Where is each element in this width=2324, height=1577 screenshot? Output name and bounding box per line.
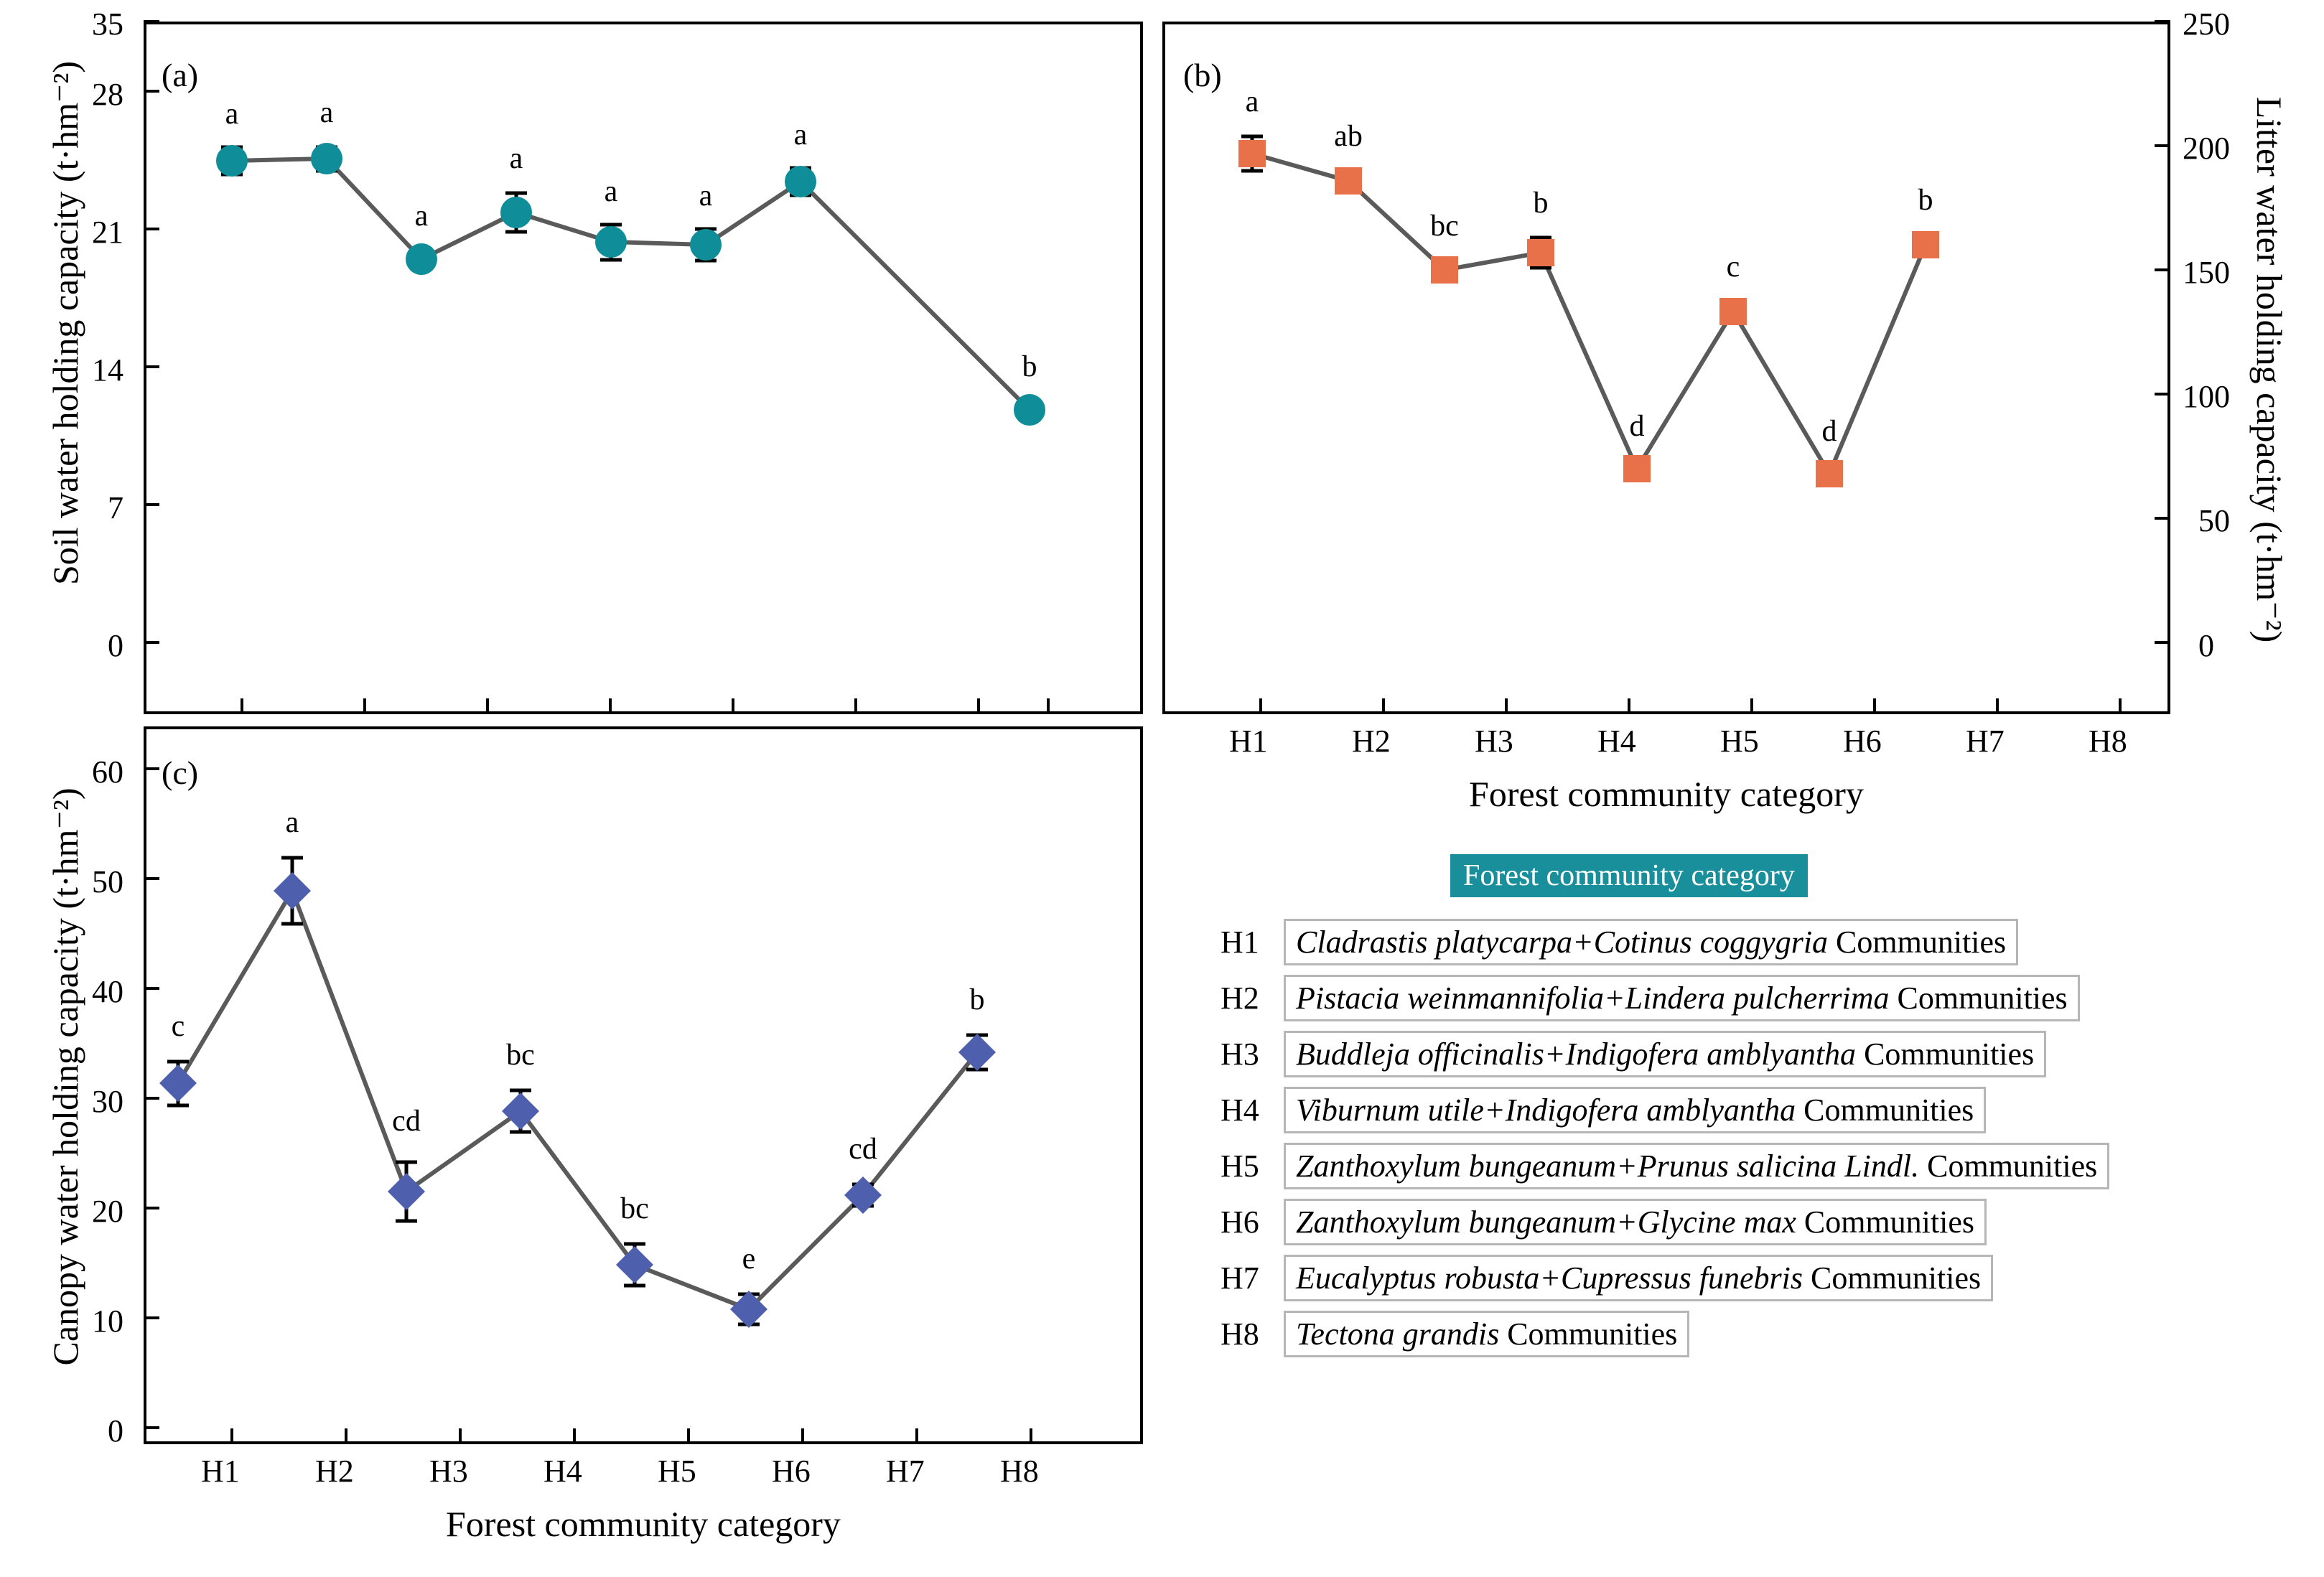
legend-description [1284, 1311, 1689, 1357]
panel-b-ytick-0: 0 [2198, 628, 2214, 663]
panel-b-annotation-h7: d [1821, 415, 1837, 448]
panel-b-xtick-h2: H2 [1352, 724, 1391, 759]
legend-description [1284, 1255, 1993, 1301]
panel-a-annotation-h6: a [699, 179, 713, 212]
legend-code: H7 [1221, 1260, 1259, 1296]
panel-a-annotation-h1: a [225, 98, 239, 131]
panel-c-ytick-20: 20 [92, 1194, 123, 1229]
panel-c-xtick-h8: H8 [1000, 1454, 1039, 1489]
panel-c-annotation-h8: b [969, 983, 985, 1016]
panel-b-xtick-h4: H4 [1597, 724, 1636, 759]
legend-row [1221, 1087, 2109, 1133]
legend-species-rest: Communities [1889, 981, 2068, 1016]
legend-species-italic: Pistacia weinmannifolia+Lindera pulcherrima [1296, 981, 1890, 1016]
legend-species-italic: Zanthoxylum bungeanum+Prunus salicina Lindl. [1296, 1148, 1920, 1184]
legend-species-rest: Communities [1919, 1148, 2098, 1184]
panel-c-ytick-40: 40 [92, 974, 123, 1009]
panel-c-annotation-h2: a [285, 806, 299, 839]
panel-a-ytick-7: 7 [108, 490, 123, 525]
panel-c-annotation-h1: c [171, 1010, 185, 1043]
panel-b-annotation-h5: d [1629, 410, 1645, 443]
panel-c-xtick-h1: H1 [201, 1454, 240, 1489]
panel-a-ytick-0: 0 [108, 628, 123, 663]
panel-b-xtick-h5: H5 [1720, 724, 1759, 759]
panel-a-annotation-h3: a [414, 200, 429, 233]
panel-b-xtick-h8: H8 [2089, 724, 2127, 759]
legend-description [1284, 1199, 1987, 1245]
panel-c-annotation-h5: bc [620, 1192, 649, 1225]
panel-a-annotation-h4: a [509, 142, 523, 175]
legend-code: H8 [1221, 1316, 1259, 1352]
legend-row [1221, 1311, 2109, 1357]
panel-a-ylabel: Soil water holding capacity (t·hm⁻²) [45, 60, 85, 586]
panel-a-ytick-21: 21 [92, 215, 123, 250]
legend-code: H5 [1221, 1148, 1259, 1184]
panel-c-xtick-h6: H6 [772, 1454, 811, 1489]
legend-code: H6 [1221, 1204, 1259, 1240]
panel-a-annotation-h5: a [604, 175, 618, 208]
panel-c-annotation-h3: cd [392, 1105, 421, 1138]
legend-code: H3 [1221, 1036, 1259, 1072]
panel-b-xtick-h6: H6 [1843, 724, 1882, 759]
legend-description [1284, 1143, 2109, 1189]
panel-b-ytick-200: 200 [2183, 131, 2230, 166]
panel-b-ytick-250: 250 [2183, 6, 2230, 42]
legend-species-italic: Tectona grandis [1296, 1316, 1500, 1352]
panel-b-annotation-h4: b [1533, 187, 1549, 220]
legend-code: H2 [1221, 981, 1259, 1016]
panel-c-ytick-30: 30 [92, 1084, 123, 1119]
panel-c-annotation-h6: e [742, 1243, 756, 1276]
panel-b-annotation-h8: b [1918, 184, 1933, 217]
panel-b-ytick-150: 150 [2183, 255, 2230, 290]
panel-c-annotation-h7: cd [849, 1133, 877, 1166]
panel-b-tag: (b) [1183, 57, 1222, 93]
panel-a-annotation-h8: b [1022, 350, 1037, 383]
legend-species-rest: Communities [1499, 1316, 1678, 1352]
panel-b-annotation-h3: bc [1430, 210, 1459, 243]
panel-b-ylabel: Litter water holding capacity (t·hm⁻²) [2249, 96, 2290, 643]
panel-b-xtick-h3: H3 [1475, 724, 1513, 759]
legend-title: Forest community category [1450, 854, 1808, 897]
legend-description [1284, 1031, 2046, 1077]
legend-species-italic: Zanthoxylum bungeanum+Glycine max [1296, 1204, 1796, 1240]
legend-species-italic: Cladrastis platycarpa+Cotinus coggygria [1296, 925, 1829, 960]
panel-b-ytick-100: 100 [2183, 379, 2230, 414]
panel-a-ytick-14: 14 [92, 352, 123, 388]
legend-species-rest: Communities [1796, 1092, 1974, 1128]
legend-description [1284, 919, 2018, 965]
legend-table [1221, 919, 2109, 1357]
panel-c-ytick-50: 50 [92, 864, 123, 899]
panel-b-ytick-50: 50 [2198, 503, 2230, 538]
panel-b-annotation-h1: a [1245, 85, 1259, 118]
panel-c-xtick-h7: H7 [886, 1454, 925, 1489]
panel-b-annotation-h2: ab [1334, 120, 1363, 153]
panel-a-annotation-h2: a [319, 96, 334, 129]
legend-species-rest: Communities [1828, 925, 2007, 960]
legend-code: H4 [1221, 1092, 1259, 1128]
panel-a-tag: (a) [162, 57, 199, 93]
panel-c-xtick-h5: H5 [658, 1454, 696, 1489]
legend-species-rest: Communities [1803, 1260, 1982, 1296]
panel-c-ytick-60: 60 [92, 754, 123, 790]
panel-c-xtick-h4: H4 [543, 1454, 582, 1489]
legend-description [1284, 1087, 1986, 1133]
legend-row [1221, 975, 2109, 1021]
panel-c-ytick-10: 10 [92, 1304, 123, 1339]
panel-c-tag: (c) [162, 754, 199, 791]
legend-row [1221, 1199, 2109, 1245]
legend-species-italic: Eucalyptus robusta+Cupressus funebris [1296, 1260, 1803, 1296]
legend-species-italic: Viburnum utile+Indigofera amblyantha [1296, 1092, 1796, 1128]
panel-a-ytick-28: 28 [92, 77, 123, 112]
legend-code: H1 [1221, 925, 1259, 960]
panel-a-annotation-h7: a [793, 118, 808, 151]
legend-species-rest: Communities [1856, 1036, 2035, 1072]
legend-row [1221, 919, 2109, 965]
panel-b-xtick-h7: H7 [1966, 724, 2005, 759]
panel-c-ytick-0: 0 [108, 1413, 123, 1449]
legend-species-rest: Communities [1796, 1204, 1974, 1240]
legend-row [1221, 1031, 2109, 1077]
panel-c-annotation-h4: bc [506, 1039, 535, 1072]
panel-c-ylabel: Canopy water holding capacity (t·hm⁻²) [45, 787, 85, 1366]
panel-c-xlabel: Forest community category [446, 1504, 841, 1544]
panel-b-xlabel: Forest community category [1469, 774, 1864, 814]
panel-c-xtick-h2: H2 [315, 1454, 354, 1489]
panel-a-ytick-35: 35 [92, 6, 123, 42]
legend-description [1284, 975, 2080, 1021]
legend-row [1221, 1255, 2109, 1301]
legend-species-italic: Buddleja officinalis+Indigofera amblyantha [1296, 1036, 1857, 1072]
panel-b-annotation-h6: c [1726, 251, 1740, 284]
legend-row [1221, 1143, 2109, 1189]
panel-b-xtick-h1: H1 [1229, 724, 1268, 759]
panel-c-xtick-h3: H3 [429, 1454, 468, 1489]
